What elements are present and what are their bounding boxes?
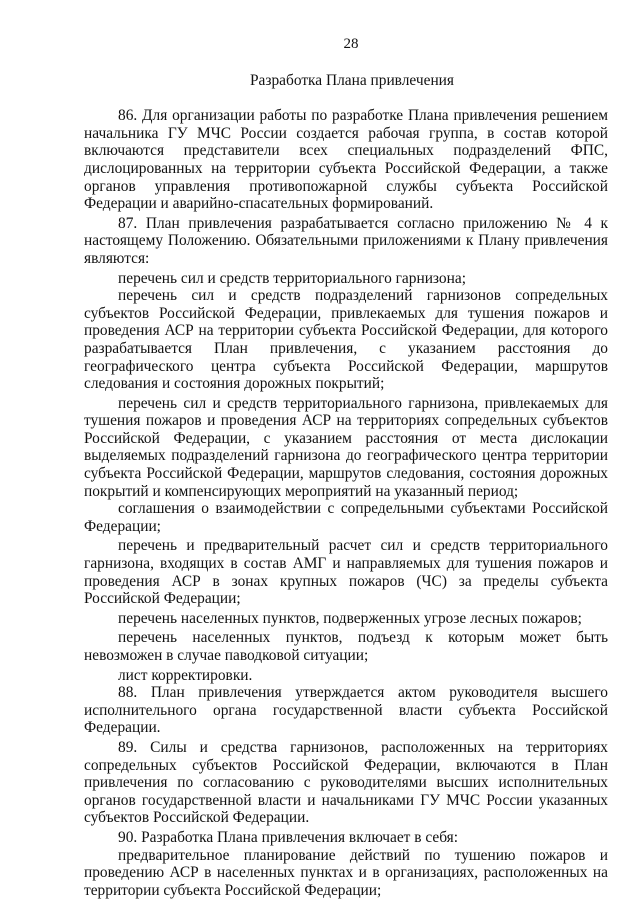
list-item: предварительное планирование действий по тушению пожаров и проведению АСР в населенных пунктах и в организациях, расположенных на территории субъекта Российской Федерации; xyxy=(84,846,608,899)
list-item: перечень сил и средств территориального гарнизона; xyxy=(118,269,466,287)
list-item: перечень населенных пунктов, подъезд к которым может быть невозможен в случае паводковой ситуации; xyxy=(84,629,608,664)
list-item: лист корректировки. xyxy=(118,666,253,684)
list-item: перечень и предварительный расчет сил и средств территориального гарнизона, входящих в состав АМГ и направляемых для тушения пожаров и проведения АСР в зонах крупных пожаров (ЧС) за пределы субъекта Российской Федерации; xyxy=(84,537,608,608)
paragraph-86: 86. Для организации работы по разработке Плана привлечения решением начальника ГУ МЧС России создается рабочая группа, в состав которой включаются представители всех специальных подразделений ФПС, дислоцированных на территории субъекта Российской Федерации, а также органов управления противопожарной службы субъекта Российской Федерации и аварийно-спасательных формирований. xyxy=(84,107,608,213)
section-heading: Разработка Плана привлечения xyxy=(250,71,454,89)
paragraph-87: 87. План привлечения разрабатывается согласно приложению № 4 к настоящему Положению. Обязательными приложениями к Плану привлечения являются: xyxy=(84,214,608,267)
paragraph-89: 89. Силы и средства гарнизонов, расположенных на территориях сопредельных субъектов Российской Федерации, включаются в План привлечения по согласованию с руководителями высших исполнительных органов государственной власти и начальниками ГУ МЧС России указанных субъектов Российской Федерации. xyxy=(84,738,608,827)
list-item: перечень населенных пунктов, подверженных угрозе лесных пожаров; xyxy=(118,609,582,627)
list-item: перечень сил и средств территориального гарнизона, привлекаемых для тушения пожаров и проведения АСР на территориях сопредельных субъектов Российской Федерации, с указанием расстояния от места дислокации выделяемых подразделений гарнизона до географического центра территории субъекта Российской Федерации, маршрутов следования, состояния дорожных покрытий и компенсирующих мероприятий на указанный период; xyxy=(84,394,608,500)
page-number: 28 xyxy=(343,36,359,52)
paragraph-90: 90. Разработка Плана привлечения включает в себя: xyxy=(118,828,459,846)
paragraph-88: 88. План привлечения утверждается актом руководителя высшего исполнительного органа государственной власти субъекта Российской Федерации. xyxy=(84,684,608,737)
list-item: соглашения о взаимодействии с сопредельными субъектами Российской Федерации; xyxy=(84,500,608,535)
list-item: перечень сил и средств подразделений гарнизонов сопредельных субъектов Российской Федерации, привлекаемых для тушения пожаров и проведения АСР на территории субъекта Российской Федерации, для которого разрабатывается План привлечения, с указанием расстояния до географического центра субъекта Российской Федерации, маршрутов следования и состояния дорожных покрытий; xyxy=(84,287,608,393)
